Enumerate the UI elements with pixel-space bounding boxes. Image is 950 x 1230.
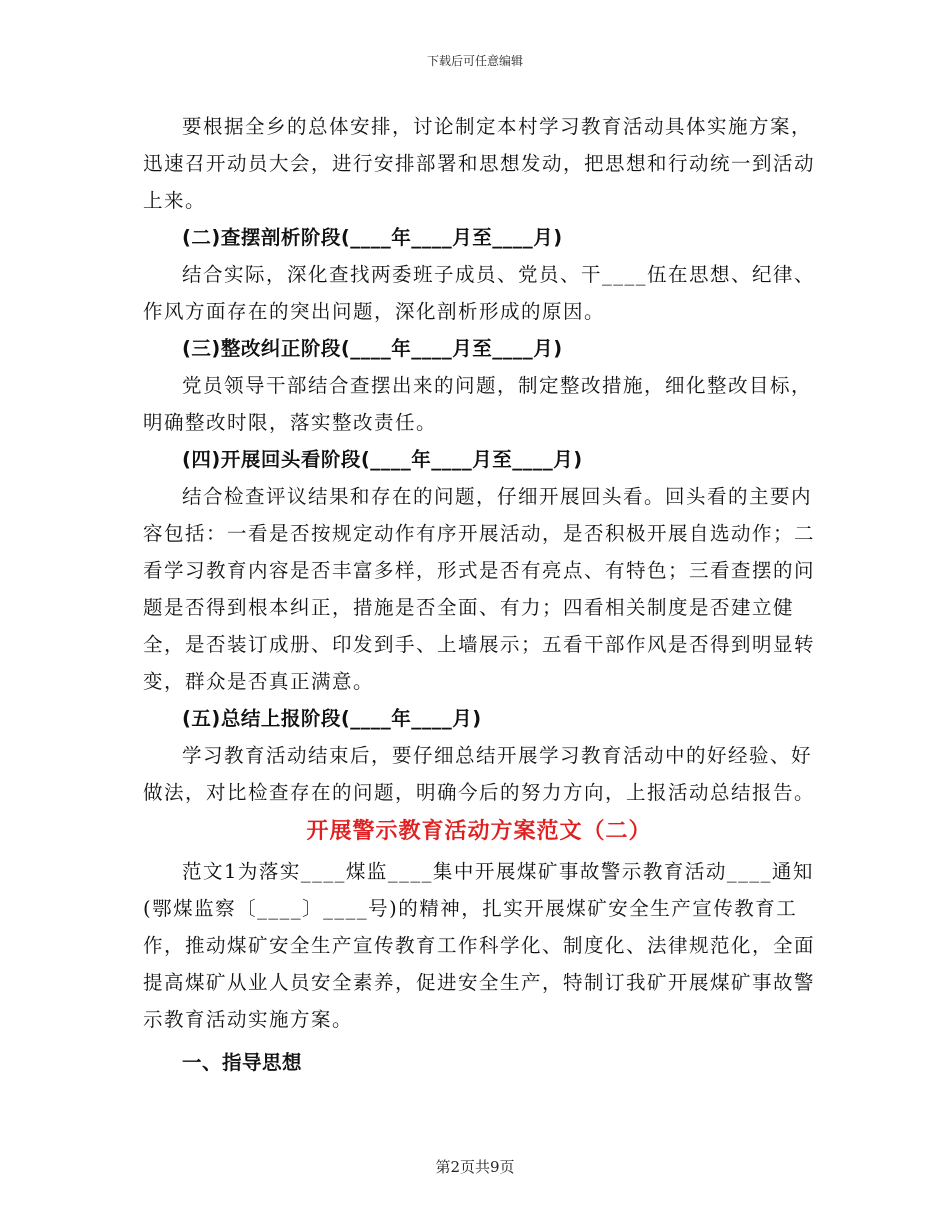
document-title: 开展警示教育活动方案范文（二） xyxy=(306,819,652,844)
paragraph-stage-2: 结合实际，深化查找两委班子成员、党员、干____伍在思想、纪律、作风方面存在的突出问题，深化剖析形成的原因。 xyxy=(143,263,816,323)
paragraph-stage-3: 党员领导干部结合查摆出来的问题，制定整改措施，细化整改目标，明确整改时限，落实整改责任。 xyxy=(143,374,813,434)
paragraph-stage-4: 结合检查评议结果和存在的问题，仔细开展回头看。回头看的主要内容包括：一看是否按规定动作有序开展活动，是否积极开展自选动作；二看学习教育内容是否丰富多样，形式是否有亮点、有特色；三看查摆的问题是否得到根本纠正，措施是否全面、有力；四看相关制度是否建立健全，是否装订成册、印发到手、上墙展示；五看干部作风是否得到明显转变，群众是否真正满意。 xyxy=(143,485,816,693)
page-number: 第2页共9页 xyxy=(435,1158,515,1176)
heading-stage-3: (三)整改纠正阶段(____年____月至____月) xyxy=(182,337,563,360)
paragraph-stage-5: 学习教育活动结束后，要仔细总结开展学习教育活动中的好经验、好做法，对比检查存在的问题，明确今后的努力方向，上报活动总结报告。 xyxy=(143,744,816,804)
heading-stage-5: (五)总结上报阶段(____年____月) xyxy=(182,707,482,730)
document-body xyxy=(143,108,815,1081)
section-heading-guiding-ideology: 一、指导思想 xyxy=(182,1051,303,1074)
paragraph-sample-intro: 范文1为落实____煤监____集中开展煤矿事故警示教育活动____通知(鄂煤监察〔____〕____号)的精神，扎实开展煤矿安全生产宣传教育工作，推动煤矿安全生产宣传教育工作科学化、制度化、法律规范化，全面提高煤矿从业人员安全素养，促进安全生产，特制订我矿开展煤矿事故警示教育活动实施方案。 xyxy=(143,860,816,1031)
paragraph-activity-arrangement: 要根据全乡的总体安排，讨论制定本村学习教育活动具体实施方案，迅速召开动员大会，进行安排部署和思想发动，把思想和行动统一到活动上来。 xyxy=(143,115,816,212)
page-header-note: 下载后可任意编辑 xyxy=(426,54,523,68)
heading-stage-2: (二)查摆剖析阶段(____年____月至____月) xyxy=(182,226,563,249)
heading-stage-4: (四)开展回头看阶段(____年____月至____月) xyxy=(182,448,583,471)
